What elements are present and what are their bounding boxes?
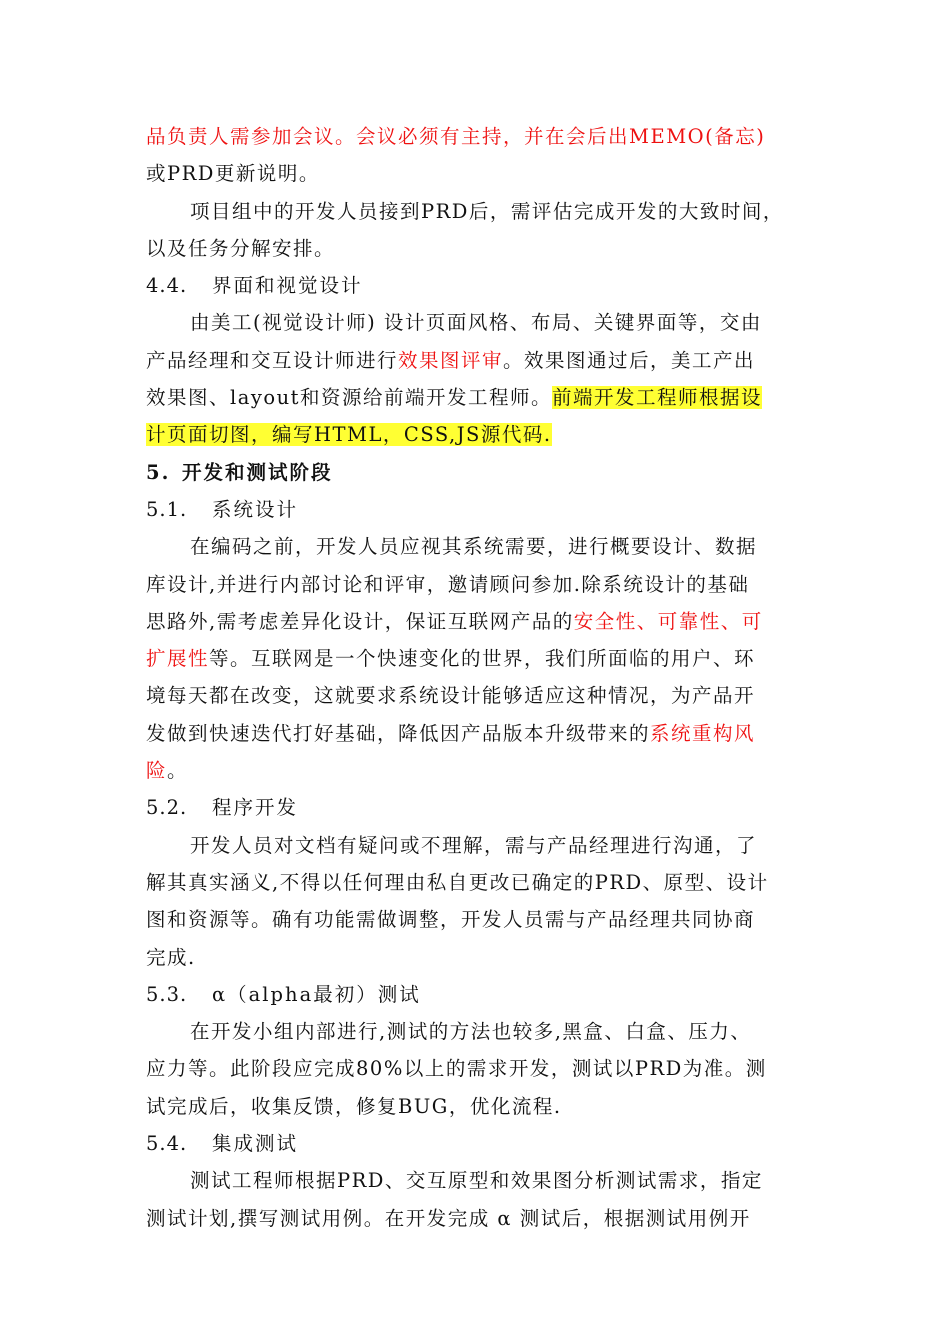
paragraph-line [146, 118, 810, 155]
emphasis-text: 安全性、可靠性、可 [573, 609, 763, 633]
paragraph-line [146, 379, 810, 416]
text-span: 等。互联网是一个快速变化的世界，我们所面临的用户、环 [209, 647, 756, 671]
text-span: 产品经理和交互设计师进行 [146, 348, 399, 372]
emphasis-text: 险 [146, 759, 168, 783]
paragraph-line: 试完成后，收集反馈，修复BUG，优化流程. [146, 1094, 562, 1118]
paragraph-line [146, 603, 810, 640]
section-heading-4-4 [146, 267, 810, 304]
emphasis-text: 扩展性 [146, 647, 210, 671]
paragraph-line: 应力等。此阶段应完成80%以上的需求开发，测试以PRD为准。测 [146, 1057, 767, 1081]
paragraph-line: 测试工程师根据PRD、交互原型和效果图分析测试需求，指定 [190, 1169, 763, 1193]
paragraph-line: 项目组中的开发人员接到PRD后，需评估完成开发的大致时间， [190, 199, 784, 223]
document-page [146, 118, 810, 1237]
section-title: 界面和视觉设计 [212, 274, 363, 298]
paragraph-line: 完成. [146, 945, 196, 969]
paragraph-line: 库设计,并进行内部讨论和评审，邀请顾问参加.除系统设计的基础 [146, 572, 750, 596]
text-span: 思路外,需考虑差异化设计，保证互联网产品的 [146, 609, 574, 633]
emphasis-text: 系统重构风 [650, 721, 756, 745]
emphasis-text: 品负责人需参加会议。会议必须有主持，并在会后出MEMO(备忘) [146, 125, 766, 148]
text-span: 。 [167, 759, 189, 783]
section-title: 系统设计 [212, 497, 299, 521]
section-title: 程序开发 [212, 796, 299, 820]
section-heading-5-3 [146, 976, 810, 1013]
highlighted-text: 计页面切图，编写HTML，CSS,JS源代码. [146, 423, 552, 447]
paragraph-line [146, 715, 810, 752]
paragraph-line: 由美工(视觉设计师) 设计页面风格、布局、关键界面等，交由 [190, 311, 762, 335]
text-span: 。效果图通过后，美工产出 [503, 348, 756, 372]
section-number: 5.3. [146, 982, 188, 1006]
paragraph-line: 或PRD更新说明。 [146, 162, 320, 186]
section-heading-5-1 [146, 491, 810, 528]
section-number: 5.1. [146, 497, 188, 521]
section-heading-5-2 [146, 789, 810, 826]
section-number: 5.2. [146, 796, 188, 820]
paragraph-line [146, 640, 810, 677]
emphasis-text: 效果图评审 [398, 348, 504, 372]
section-number: 5. [146, 460, 171, 484]
paragraph-line [146, 342, 810, 379]
text-span: 发做到快速迭代打好基础，降低因产品版本升级带来的 [146, 721, 651, 745]
section-heading-5 [146, 454, 810, 491]
paragraph-line: 测试计划,撰写测试用例。在开发完成 α 测试后，根据测试用例开 [146, 1206, 751, 1230]
paragraph-line: 境每天都在改变，这就要求系统设计能够适应这种情况，为产品开 [146, 684, 756, 708]
paragraph-line: 在编码之前，开发人员应视其系统需要，进行概要设计、数据 [190, 535, 758, 559]
section-number: 5.4. [146, 1132, 188, 1156]
paragraph-line: 在开发小组内部进行,测试的方法也较多,黑盒、白盒、压力、 [190, 1020, 752, 1044]
paragraph-line: 开发人员对文档有疑问或不理解，需与产品经理进行沟通，了 [190, 833, 758, 857]
paragraph-line: 解其真实涵义,不得以任何理由私自更改已确定的PRD、原型、设计 [146, 870, 769, 894]
section-title: 集成测试 [212, 1132, 299, 1156]
section-heading-5-4 [146, 1125, 810, 1162]
paragraph-line [146, 416, 810, 453]
text-span: 效果图、layout和资源给前端开发工程师。 [146, 386, 553, 410]
section-title: α（alpha最初）测试 [212, 982, 421, 1006]
section-title: 开发和测试阶段 [182, 460, 333, 484]
paragraph-line: 以及任务分解安排。 [146, 236, 336, 260]
section-number: 4.4. [146, 274, 188, 298]
paragraph-line [146, 752, 810, 789]
paragraph-line: 图和资源等。确有功能需做调整，开发人员需与产品经理共同协商 [146, 908, 756, 932]
highlighted-text: 前端开发工程师根据设 [552, 386, 763, 410]
